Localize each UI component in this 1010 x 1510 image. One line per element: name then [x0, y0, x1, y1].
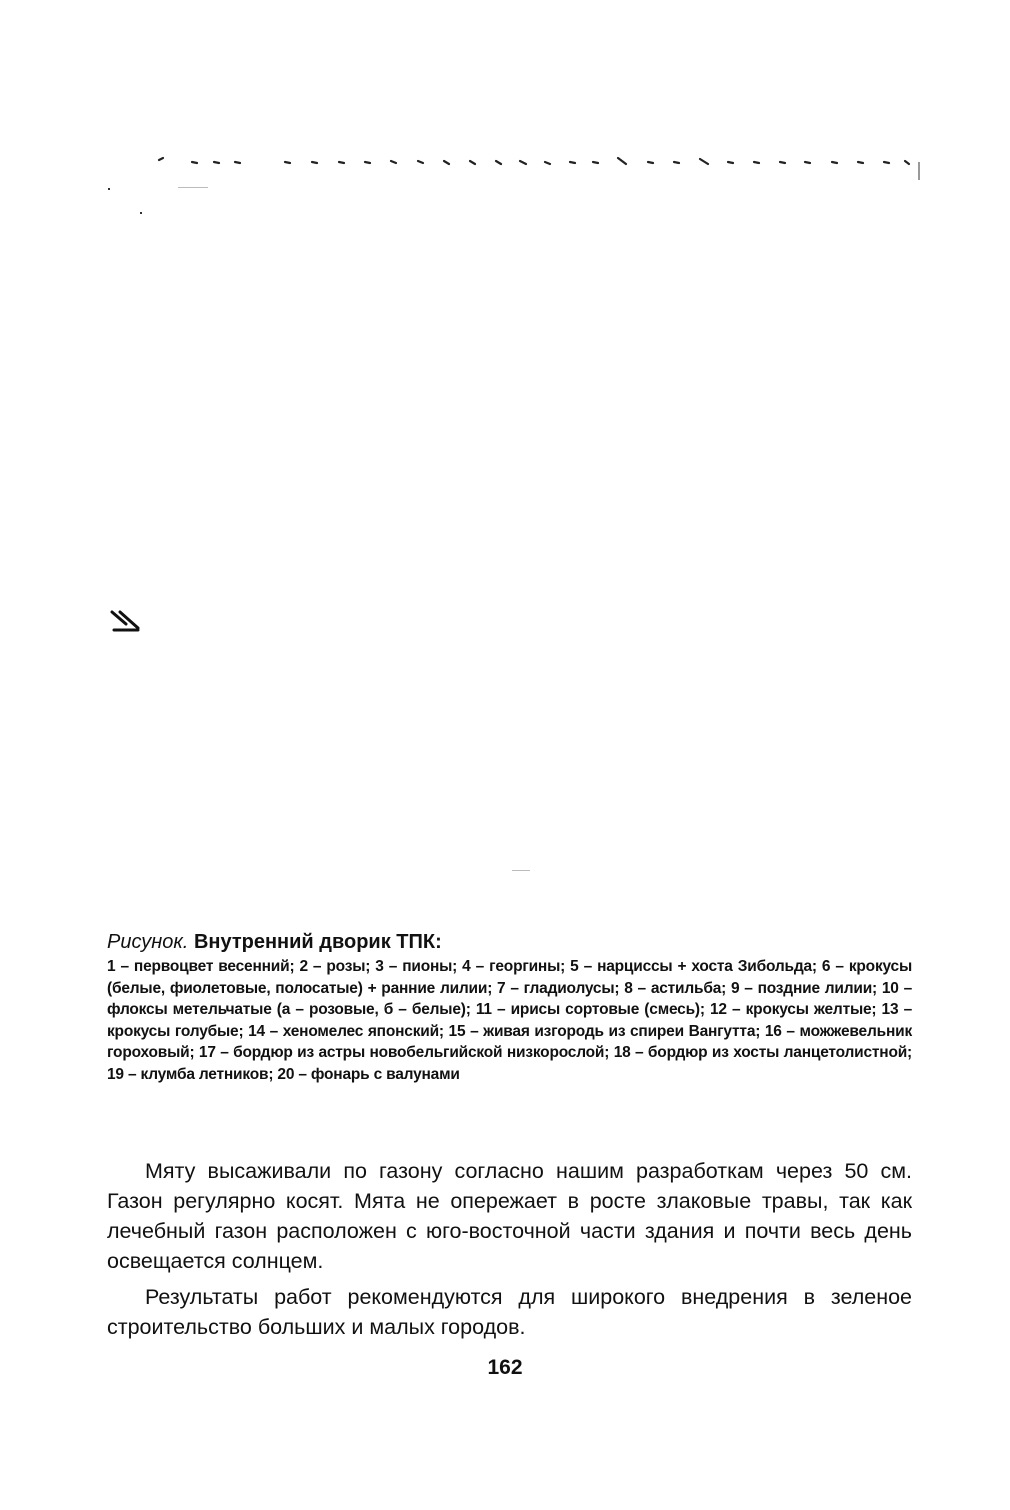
figure-caption — [107, 930, 912, 1085]
scan-artifact-dash-row — [150, 150, 925, 180]
scan-artifact-dot — [140, 212, 142, 214]
paragraph-1: Мяту высаживали по газону согласно нашим разработкам через 50 см. Газон регулярно косят. Мята не опережает в росте злаковые травы, так как лечебный газон расположен с юго-восточной части здания и почти весь день освещается солнцем. — [107, 1159, 912, 1273]
figure-caption-name: Внутренний дворик ТПК: — [193, 931, 442, 953]
scan-artifact-dash — [178, 187, 208, 188]
page-number: 162 — [487, 1356, 523, 1379]
scan-artifact-dash — [512, 870, 530, 871]
paragraph-2: Результаты работ рекомендуются для широкого внедрения в зеленое строительство больших и малых городов. — [107, 1285, 912, 1339]
figure-caption-lead: Рисунок. — [107, 931, 189, 953]
figure-caption-title — [107, 930, 912, 954]
figure-legend: 1 – первоцвет весенний; 2 – розы; 3 – пионы; 4 – георгины; 5 – нарциссы + хоста Зибольда; 6 – крокусы (белые, фиолетовые, полосатые) + ранние лилии; 7 – гладиолусы; 8 – астильба; 9 – поздние лилии; 10 – флоксы метельчатые (а – розовые, б – белые); 11 – ирисы сортовые (смесь); 12 – крокусы желтые; 13 – крокусы голубые; 14 – хеномелес японский; 15 – живая изгородь из спиреи Вангутта; 16 – можжевельник гороховый; 17 – бордюр из астры новобельгийской низкорослой; 18 – бордюр из хосты ланцетолистной; 19 – клумба летников; 20 – фонарь с валунами — [107, 958, 912, 1083]
body-text — [107, 1156, 912, 1348]
scan-artifact-dot — [108, 188, 110, 190]
scan-artifact-stroke — [108, 606, 148, 636]
